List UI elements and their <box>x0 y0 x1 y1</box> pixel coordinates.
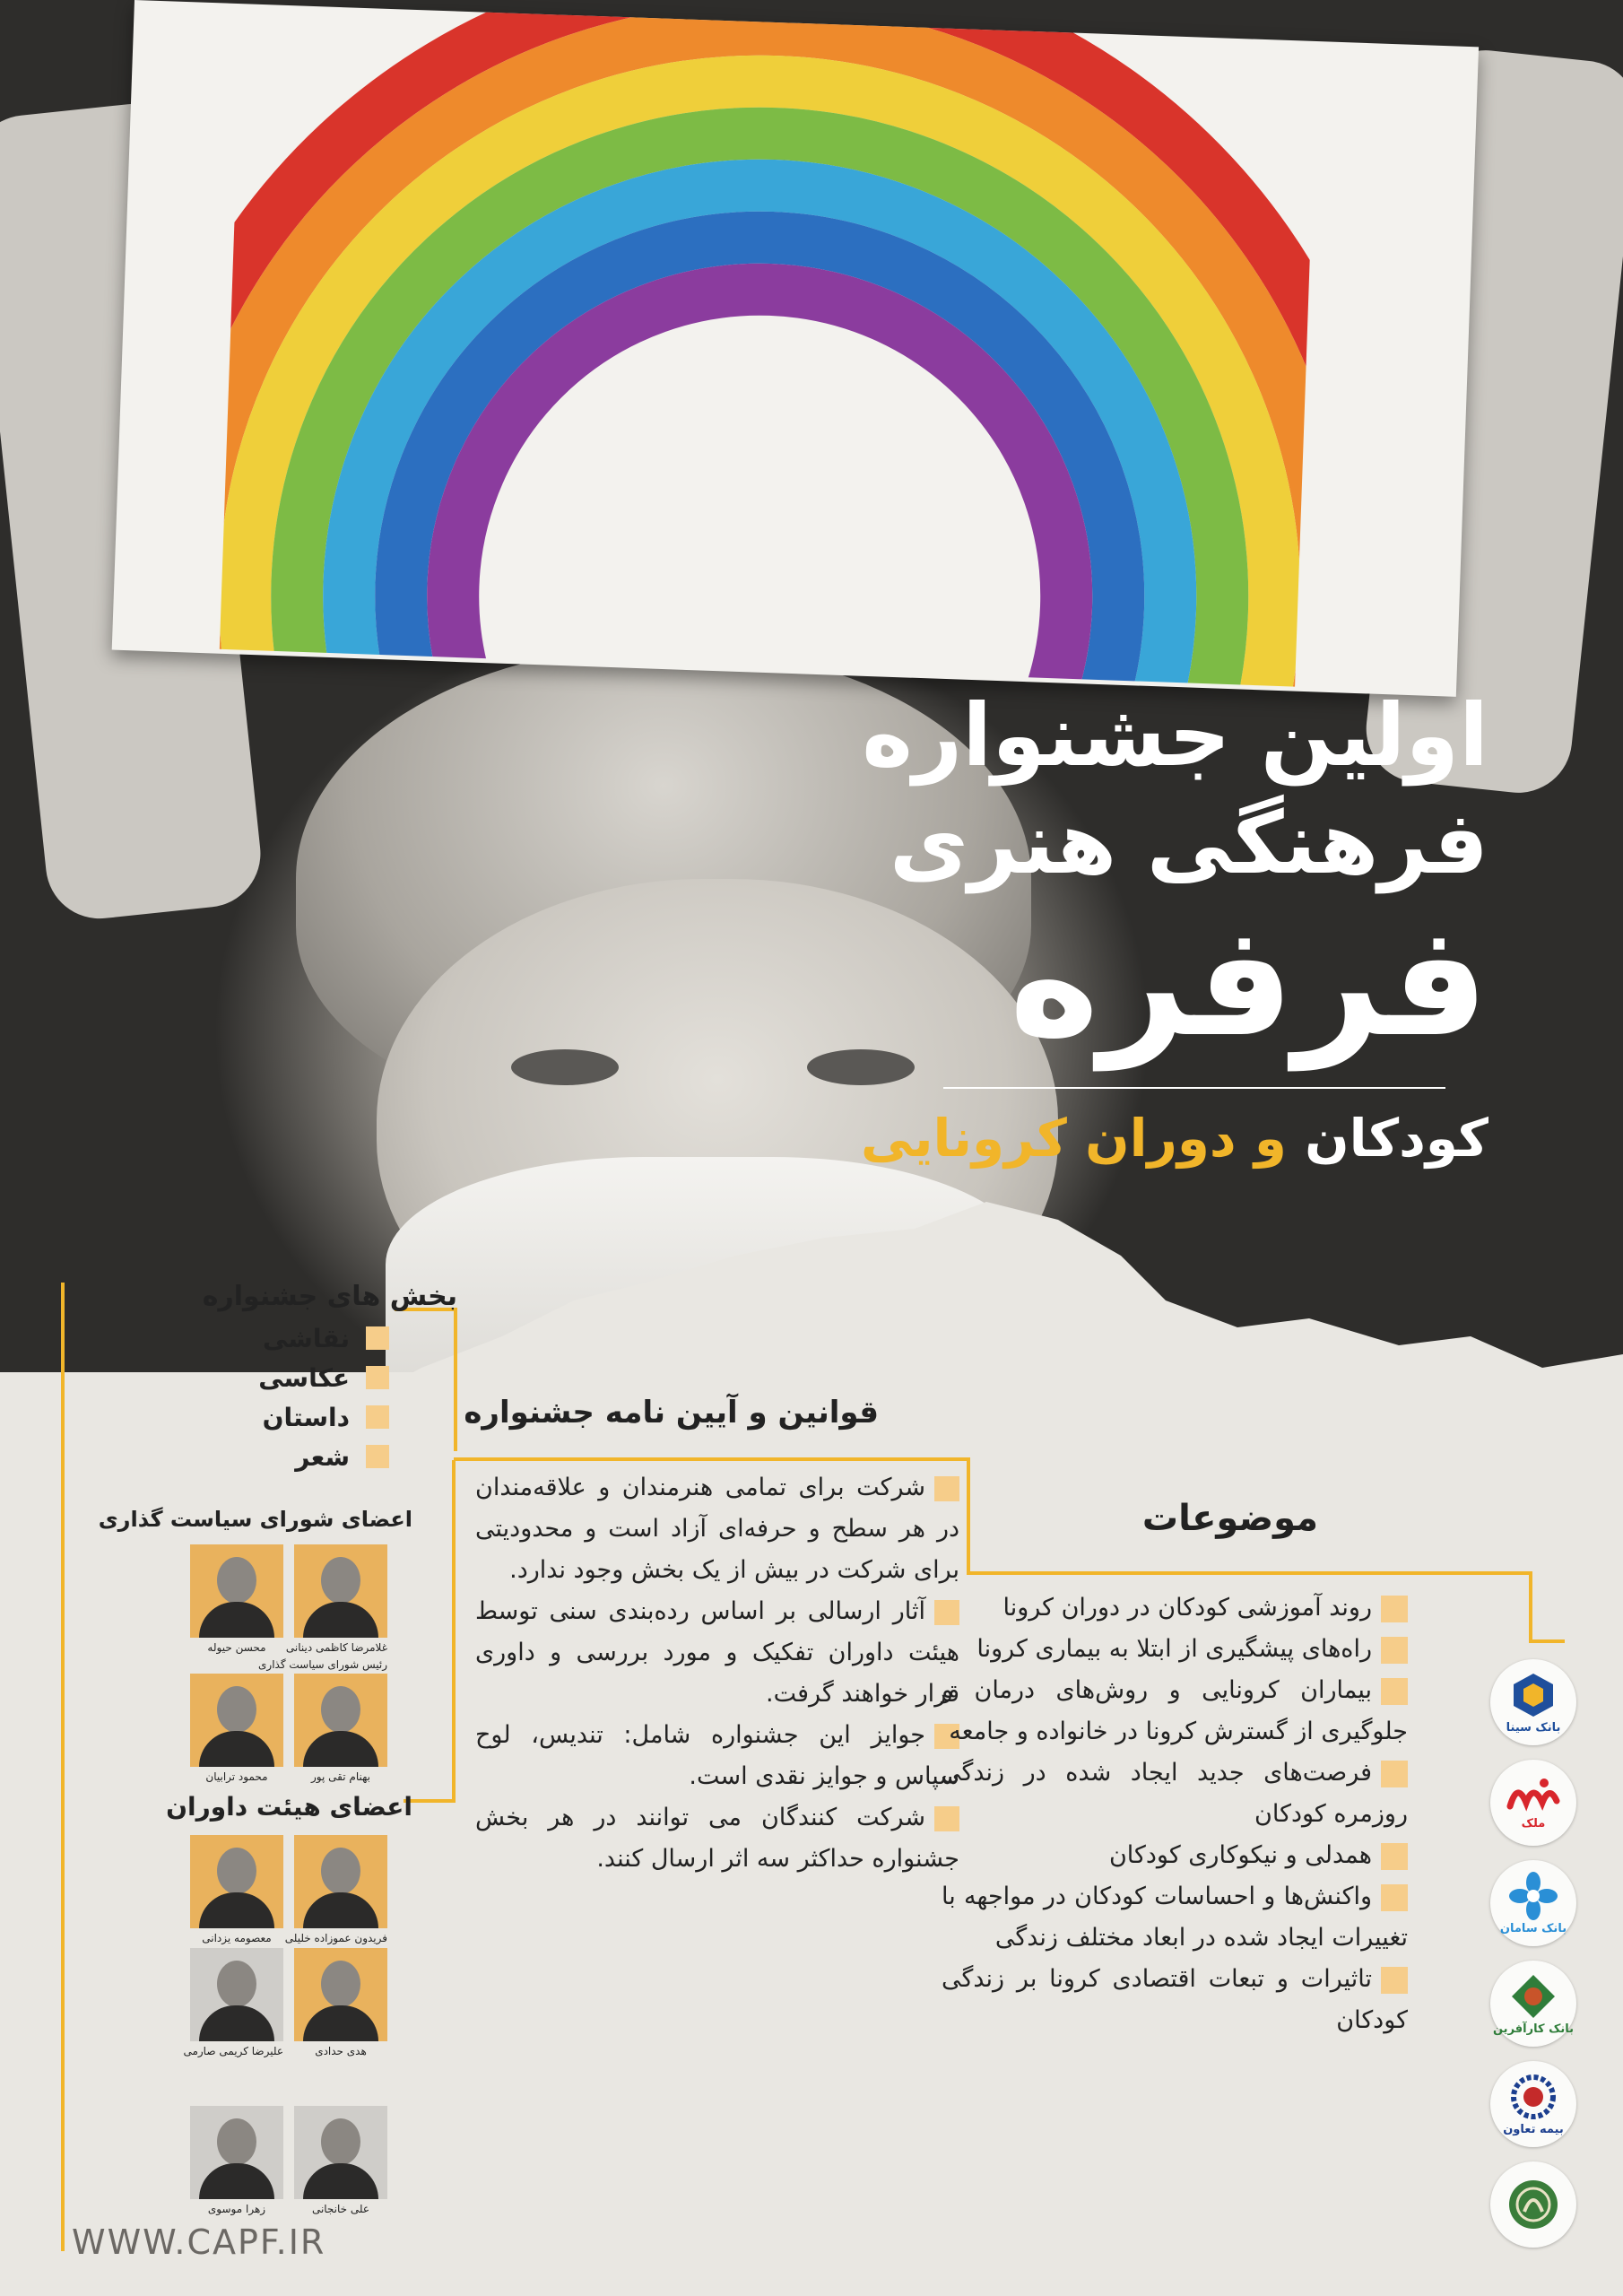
judge <box>284 1835 387 1945</box>
avatar <box>294 1544 387 1638</box>
sections-list <box>258 1318 389 1476</box>
accent-line <box>967 1571 1532 1575</box>
section-label: شعر <box>295 1441 350 1472</box>
list-item <box>942 1752 1408 1835</box>
member-name: محسن حیوله <box>207 1641 266 1654</box>
rule-text: جوایز این جشنواره شامل: تندیس، لوح سپاس و جوایز نقدی است. <box>475 1721 959 1790</box>
bullet-icon <box>934 1476 959 1501</box>
subtitle-children: کودکان <box>1305 1108 1488 1169</box>
sponsor-label: بانک سامان <box>1499 1921 1567 1935</box>
avatar <box>190 1544 283 1638</box>
topic-text: واکنش‌ها و احساسات کودکان در مواجهه با تغییرات ایجاد شده در ابعاد مختلف زندگی <box>942 1883 1408 1952</box>
bullet-icon <box>1381 1761 1408 1787</box>
bullet-icon <box>1381 1843 1408 1870</box>
melk-logo-icon <box>1506 1776 1560 1815</box>
bullet-icon <box>366 1405 389 1429</box>
list-item <box>942 1587 1408 1629</box>
list-item <box>475 1715 959 1797</box>
bullet-icon <box>366 1326 389 1350</box>
policy-council-title: اعضای شورای سیاست گذاری <box>98 1507 412 1532</box>
section-label: نقاشی <box>262 1323 350 1353</box>
karafarin-logo-icon <box>1509 1972 1558 2021</box>
member-role: رئیس شورای سیاست گذاری <box>258 1658 387 1671</box>
title-divider <box>943 1087 1445 1089</box>
rules-title: قوانین و آیین نامه جشنواره <box>464 1395 879 1431</box>
avatar <box>294 1948 387 2041</box>
bullet-icon <box>366 1366 389 1389</box>
topic-text: همدلی و نیکوکاری کودکان <box>1108 1841 1372 1869</box>
accent-line <box>1529 1639 1565 1643</box>
list-item <box>942 1670 1408 1752</box>
judge <box>294 2106 387 2216</box>
rule-text: آثار ارسالی بر اساس رده‌بندی سنی توسط هیئت داوران تفکیک و مورد بررسی و داوری قرار خواهند گرفت. <box>475 1597 959 1708</box>
festival-name: فرفره <box>1009 893 1488 1071</box>
bullet-icon <box>1381 1967 1408 1994</box>
topic-text: تاثیرات و تبعات اقتصادی کرونا بر زندگی کودکان <box>942 1965 1408 2034</box>
accent-line <box>454 1457 969 1461</box>
avatar <box>294 1835 387 1928</box>
section-label: داستان <box>262 1402 350 1432</box>
sponsor-label: ملک <box>1521 1816 1546 1831</box>
accent-line <box>967 1457 970 1574</box>
topic-text: بیماران کرونایی و روش‌های درمان و جلوگیری از گسترش کرونا در خانواده و جامعه <box>942 1676 1408 1745</box>
list-item <box>258 1318 389 1358</box>
judge-name: علی خانجانی <box>311 2203 370 2215</box>
judge-name: معصومه یزدانی <box>202 1932 272 1944</box>
topic-text: راه‌های پیشگیری از ابتلا به بیماری کرونا <box>976 1635 1372 1663</box>
list-item <box>258 1358 389 1397</box>
list-item <box>942 1629 1408 1670</box>
bullet-icon <box>1381 1596 1408 1622</box>
rule-text: شرکت کنندگان می توانند در هر بخش جشنواره حداکثر سه اثر ارسال کنند. <box>475 1804 959 1873</box>
hexagon-logo-icon <box>1509 1671 1558 1719</box>
judge-name: فریدون عموزاده خلیلی <box>284 1932 387 1944</box>
list-item <box>942 1835 1408 1876</box>
sponsor-bank-sina <box>1490 1659 1576 1745</box>
council-member <box>258 1544 387 1672</box>
member-name: غلامرضا کاظمی دینانی <box>285 1641 387 1654</box>
avatar <box>190 1674 283 1767</box>
council-member <box>190 1544 283 1655</box>
list-item <box>942 1959 1408 2041</box>
judge <box>294 1948 387 2058</box>
accent-line <box>1529 1571 1532 1639</box>
left-eye <box>511 1049 619 1085</box>
avatar <box>190 1835 283 1928</box>
emblem-logo-icon <box>1506 2178 1560 2231</box>
sponsor-label: بانک سینا <box>1506 1720 1561 1735</box>
website-url[interactable]: WWW.CAPF.IR <box>72 2222 326 2262</box>
topic-text: روند آموزشی کودکان در دوران کرونا <box>1002 1594 1372 1622</box>
list-item <box>475 1591 959 1715</box>
bullet-icon <box>1381 1884 1408 1911</box>
rainbow-drawing <box>112 0 1479 697</box>
rainbow-icon <box>220 0 1342 687</box>
festival-subtitle <box>861 1108 1488 1169</box>
list-item <box>475 1467 959 1591</box>
sponsor-bank-saman <box>1490 1860 1576 1946</box>
bullet-icon <box>1381 1637 1408 1664</box>
sponsor-bimeh-taavon <box>1490 2061 1576 2147</box>
sponsor-emblem <box>1490 2161 1576 2248</box>
sections-title: بخش های جشنواره <box>202 1281 457 1312</box>
gear-logo-icon <box>1509 2073 1558 2121</box>
avatar <box>294 2106 387 2199</box>
list-item <box>258 1397 389 1437</box>
sponsor-melk <box>1490 1760 1576 1846</box>
flower-logo-icon <box>1509 1872 1558 1920</box>
subtitle-corona: و دوران کرونایی <box>861 1108 1287 1169</box>
rule-text: شرکت برای تمامی هنرمندان و علاقه‌مندان در هر سطح و حرفه‌ای آزاد است و محدودیتی برای شرکت در بیش از یک بخش وجود ندارد. <box>475 1474 959 1584</box>
title-line-1: اولین جشنواره <box>862 685 1488 786</box>
judge <box>183 1948 283 2058</box>
accent-line <box>61 1283 65 2251</box>
list-item <box>942 1876 1408 1959</box>
sponsor-label: بیمه تعاون <box>1503 2122 1564 2136</box>
avatar <box>294 1674 387 1767</box>
council-member <box>294 1674 387 1784</box>
bullet-icon <box>366 1445 389 1468</box>
topics-list <box>942 1587 1408 2041</box>
section-label: عکاسی <box>258 1362 350 1393</box>
judge-name: علیرضا کریمی صارمی <box>183 2045 283 2057</box>
judge-name: هدی حدادی <box>315 2045 367 2057</box>
title-line-2: فرهنگی هنری <box>889 793 1488 893</box>
judge-name: زهرا موسوی <box>207 2203 266 2215</box>
member-name: محمود ترابیان <box>205 1770 268 1783</box>
judge <box>190 1835 283 1945</box>
accent-line <box>452 1460 456 1801</box>
sponsor-bank-karafarin <box>1490 1961 1576 2047</box>
rules-list <box>475 1467 959 1880</box>
sponsor-label: بانک کارآفرین <box>1492 2022 1575 2036</box>
avatar <box>190 2106 283 2199</box>
accent-line <box>454 1308 457 1451</box>
list-item <box>475 1797 959 1880</box>
avatar <box>190 1948 283 2041</box>
judges-title: اعضای هیئت داوران <box>166 1792 412 1822</box>
list-item <box>258 1437 389 1476</box>
festival-title <box>862 682 1488 1071</box>
topic-text: فرصت‌های جدید ایجاد شده در زندگی روزمره کودکان <box>942 1759 1408 1828</box>
topics-title: موضوعات <box>1141 1498 1318 1539</box>
member-name: بهنام تقی پور <box>311 1770 370 1783</box>
bullet-icon <box>1381 1678 1408 1705</box>
judge <box>190 2106 283 2216</box>
council-member <box>190 1674 283 1784</box>
